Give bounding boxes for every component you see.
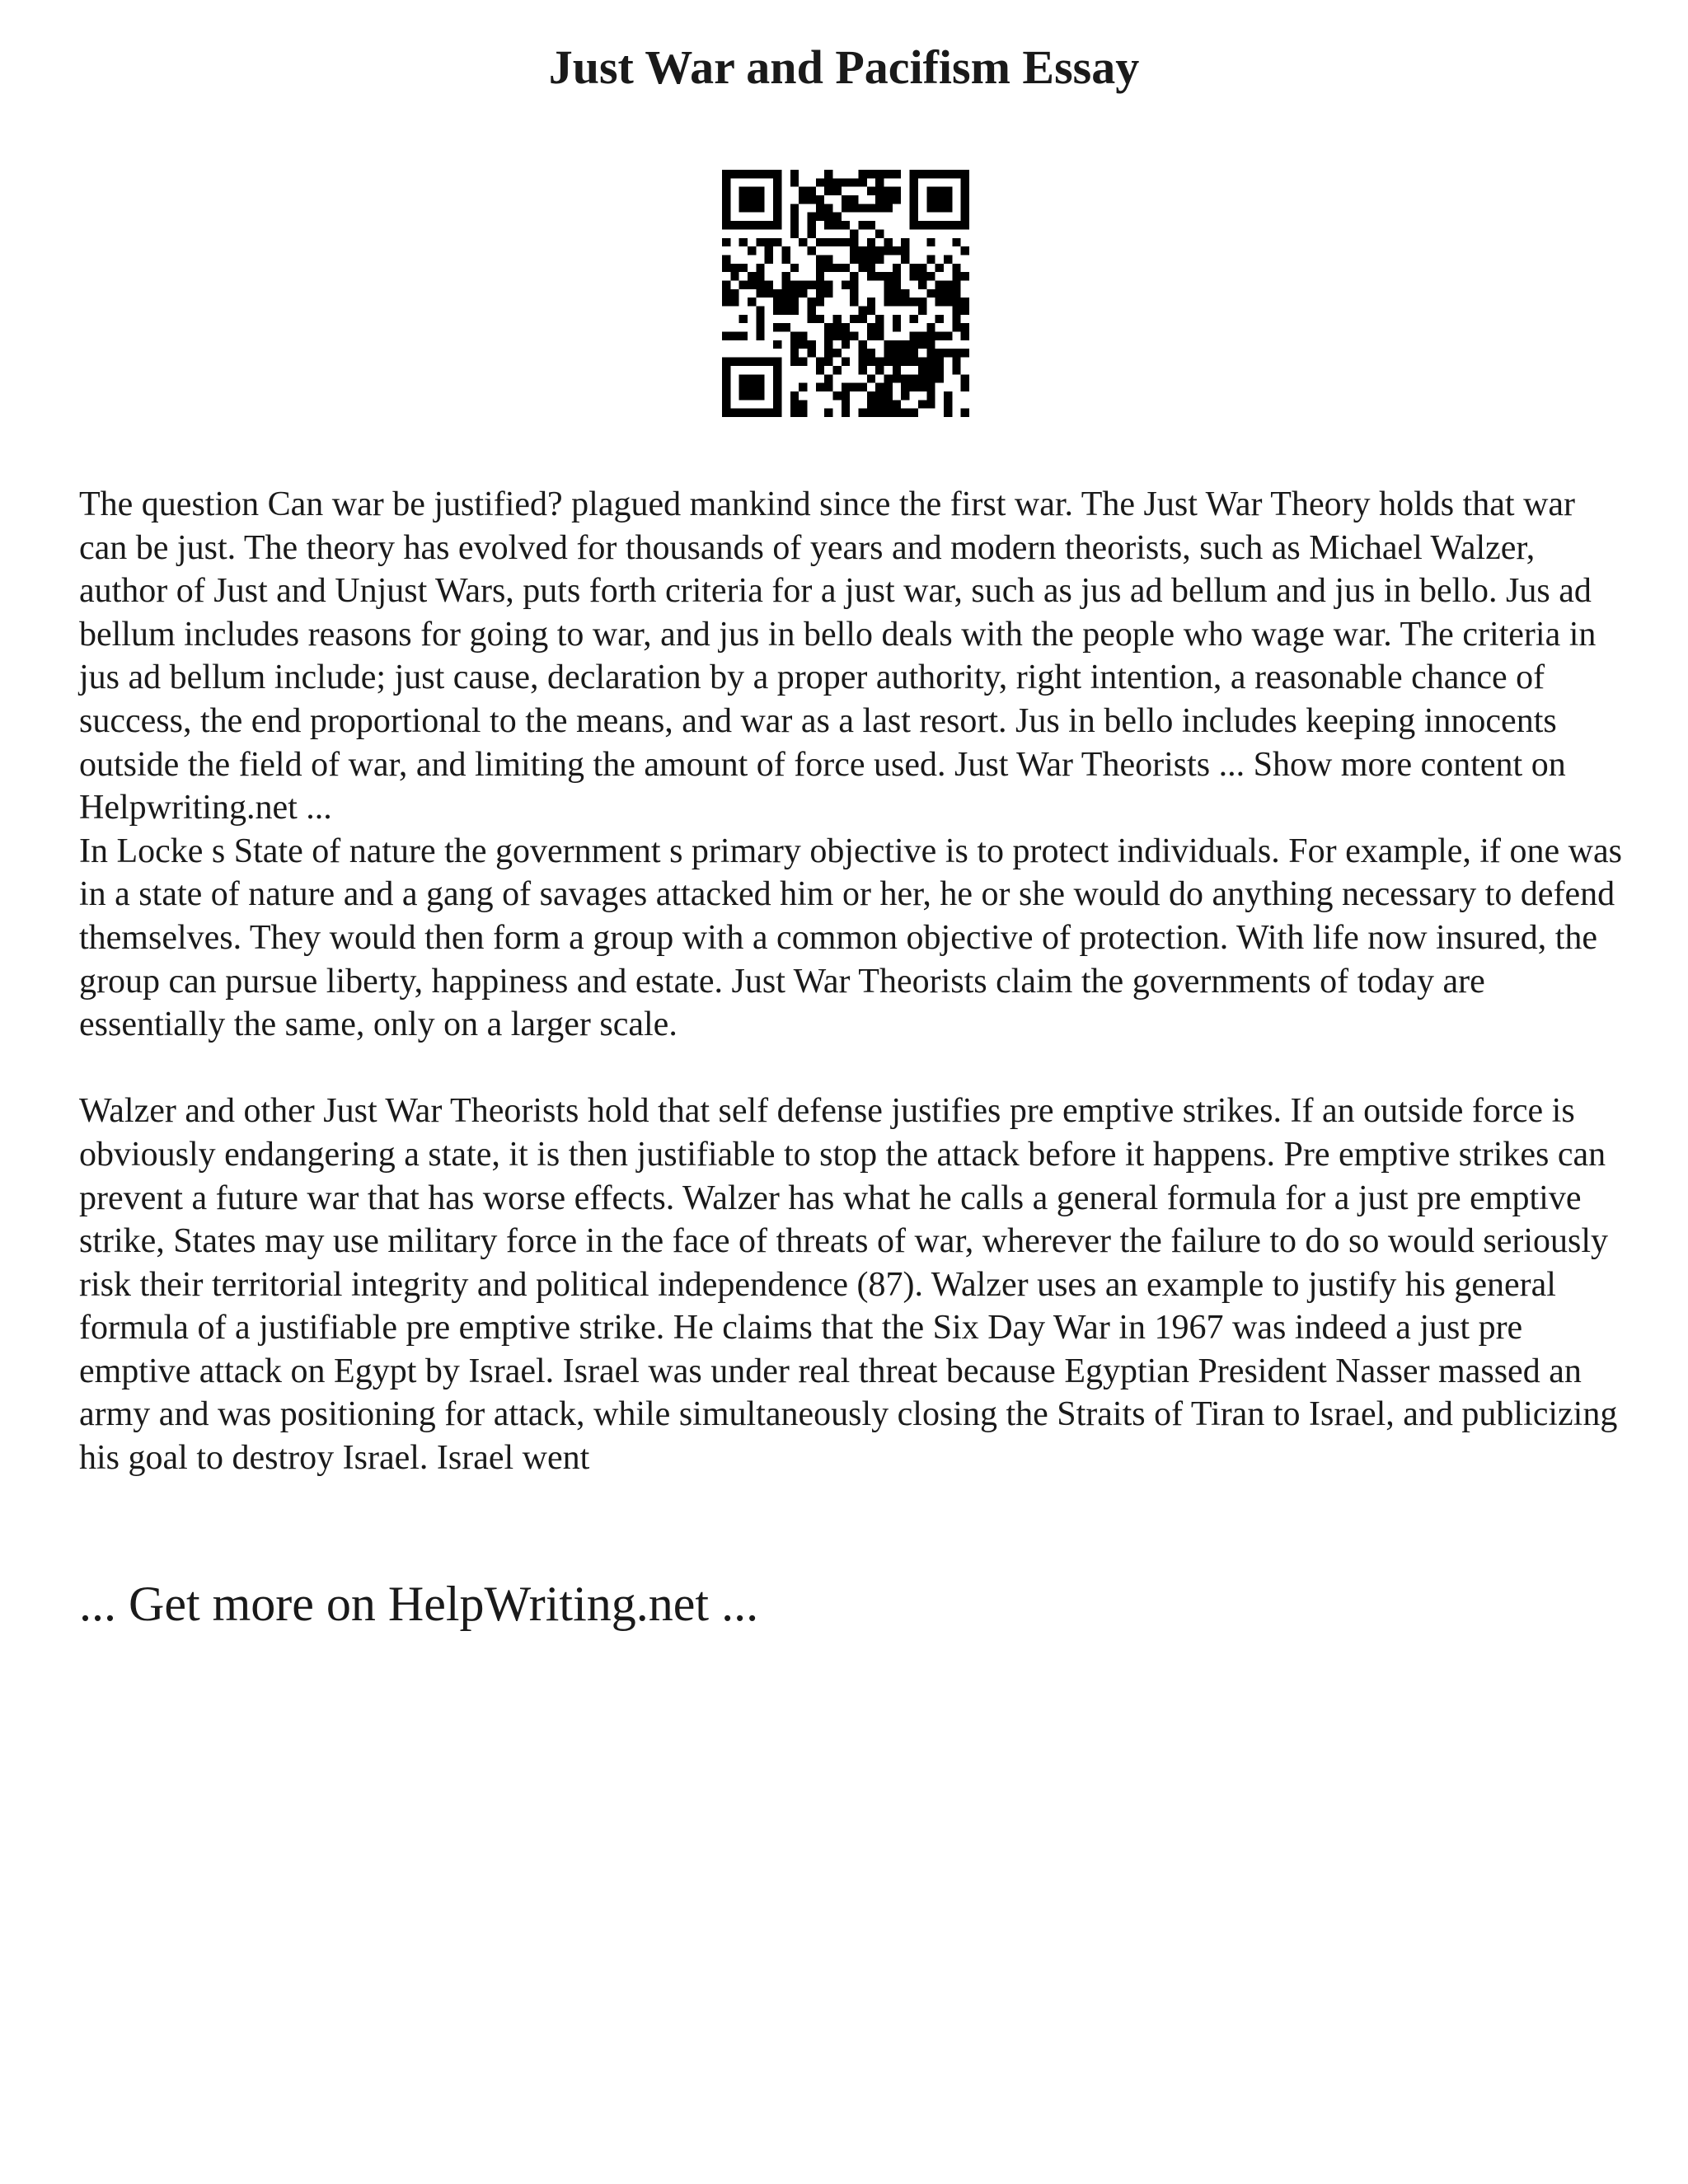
page-title: Just War and Pacifism Essay <box>548 40 1140 94</box>
paragraph-gap <box>79 1047 1629 1090</box>
essay-body <box>79 483 1629 1480</box>
paragraph-2: In Locke s State of nature the government s primary objective is to protect individuals. For example, if one was in a state of nature and a gang of savages attacked him or her, he or she would do anything necessary to defend themselves. They would then form a group with a common objective of protection. With life now insured, the group can pursue liberty, happiness and estate. Just War Theorists claim the governments of today are essentially the same, only on a larger scale. <box>79 832 1622 1044</box>
qr-code <box>722 170 969 417</box>
paragraph-1: The question Can war be justified? plagued mankind since the first war. The Just War Theory holds that war can be just. The theory has evolved for thousands of years and modern theorists, such as Michael Walzer, author of Just and Unjust Wars, puts forth criteria for a just war, such as jus ad bellum and jus in bello. Jus ad bellum includes reasons for going to war, and jus in bello deals with the people who wage war. The criteria in jus ad bellum include; just cause, declaration by a proper authority, right intention, a reasonable chance of success, the end proportional to the means, and war as a last resort. Jus in bello includes keeping innocents outside the field of war, and limiting the amount of force used. Just War Theorists ... Show more content on Helpwriting.net ... <box>79 485 1597 827</box>
get-more-link[interactable]: ... Get more on HelpWriting.net ... <box>79 1577 759 1631</box>
paragraph-3: Walzer and other Just War Theorists hold that self defense justifies pre emptive strikes. If an outside force is obviously endangering a state, it is then justifiable to stop the attack before it happens. Pre emptive strikes can prevent a future war that has worse effects. Walzer has what he calls a general formula for a just pre emptive strike, States may use military force in the face of threats of war, wherever the failure to do so would seriously risk their territorial integrity and political independence (87). Walzer uses an example to justify his general formula of a justifiable pre emptive strike. He claims that the Six Day War in 1967 was indeed a just pre emptive attack on Egypt by Israel. Israel was under real threat because Egyptian President Nasser massed an army and was positioning for attack, while simultaneously closing the Straits of Tiran to Israel, and publicizing his goal to destroy Israel. Israel went <box>79 1092 1618 1478</box>
